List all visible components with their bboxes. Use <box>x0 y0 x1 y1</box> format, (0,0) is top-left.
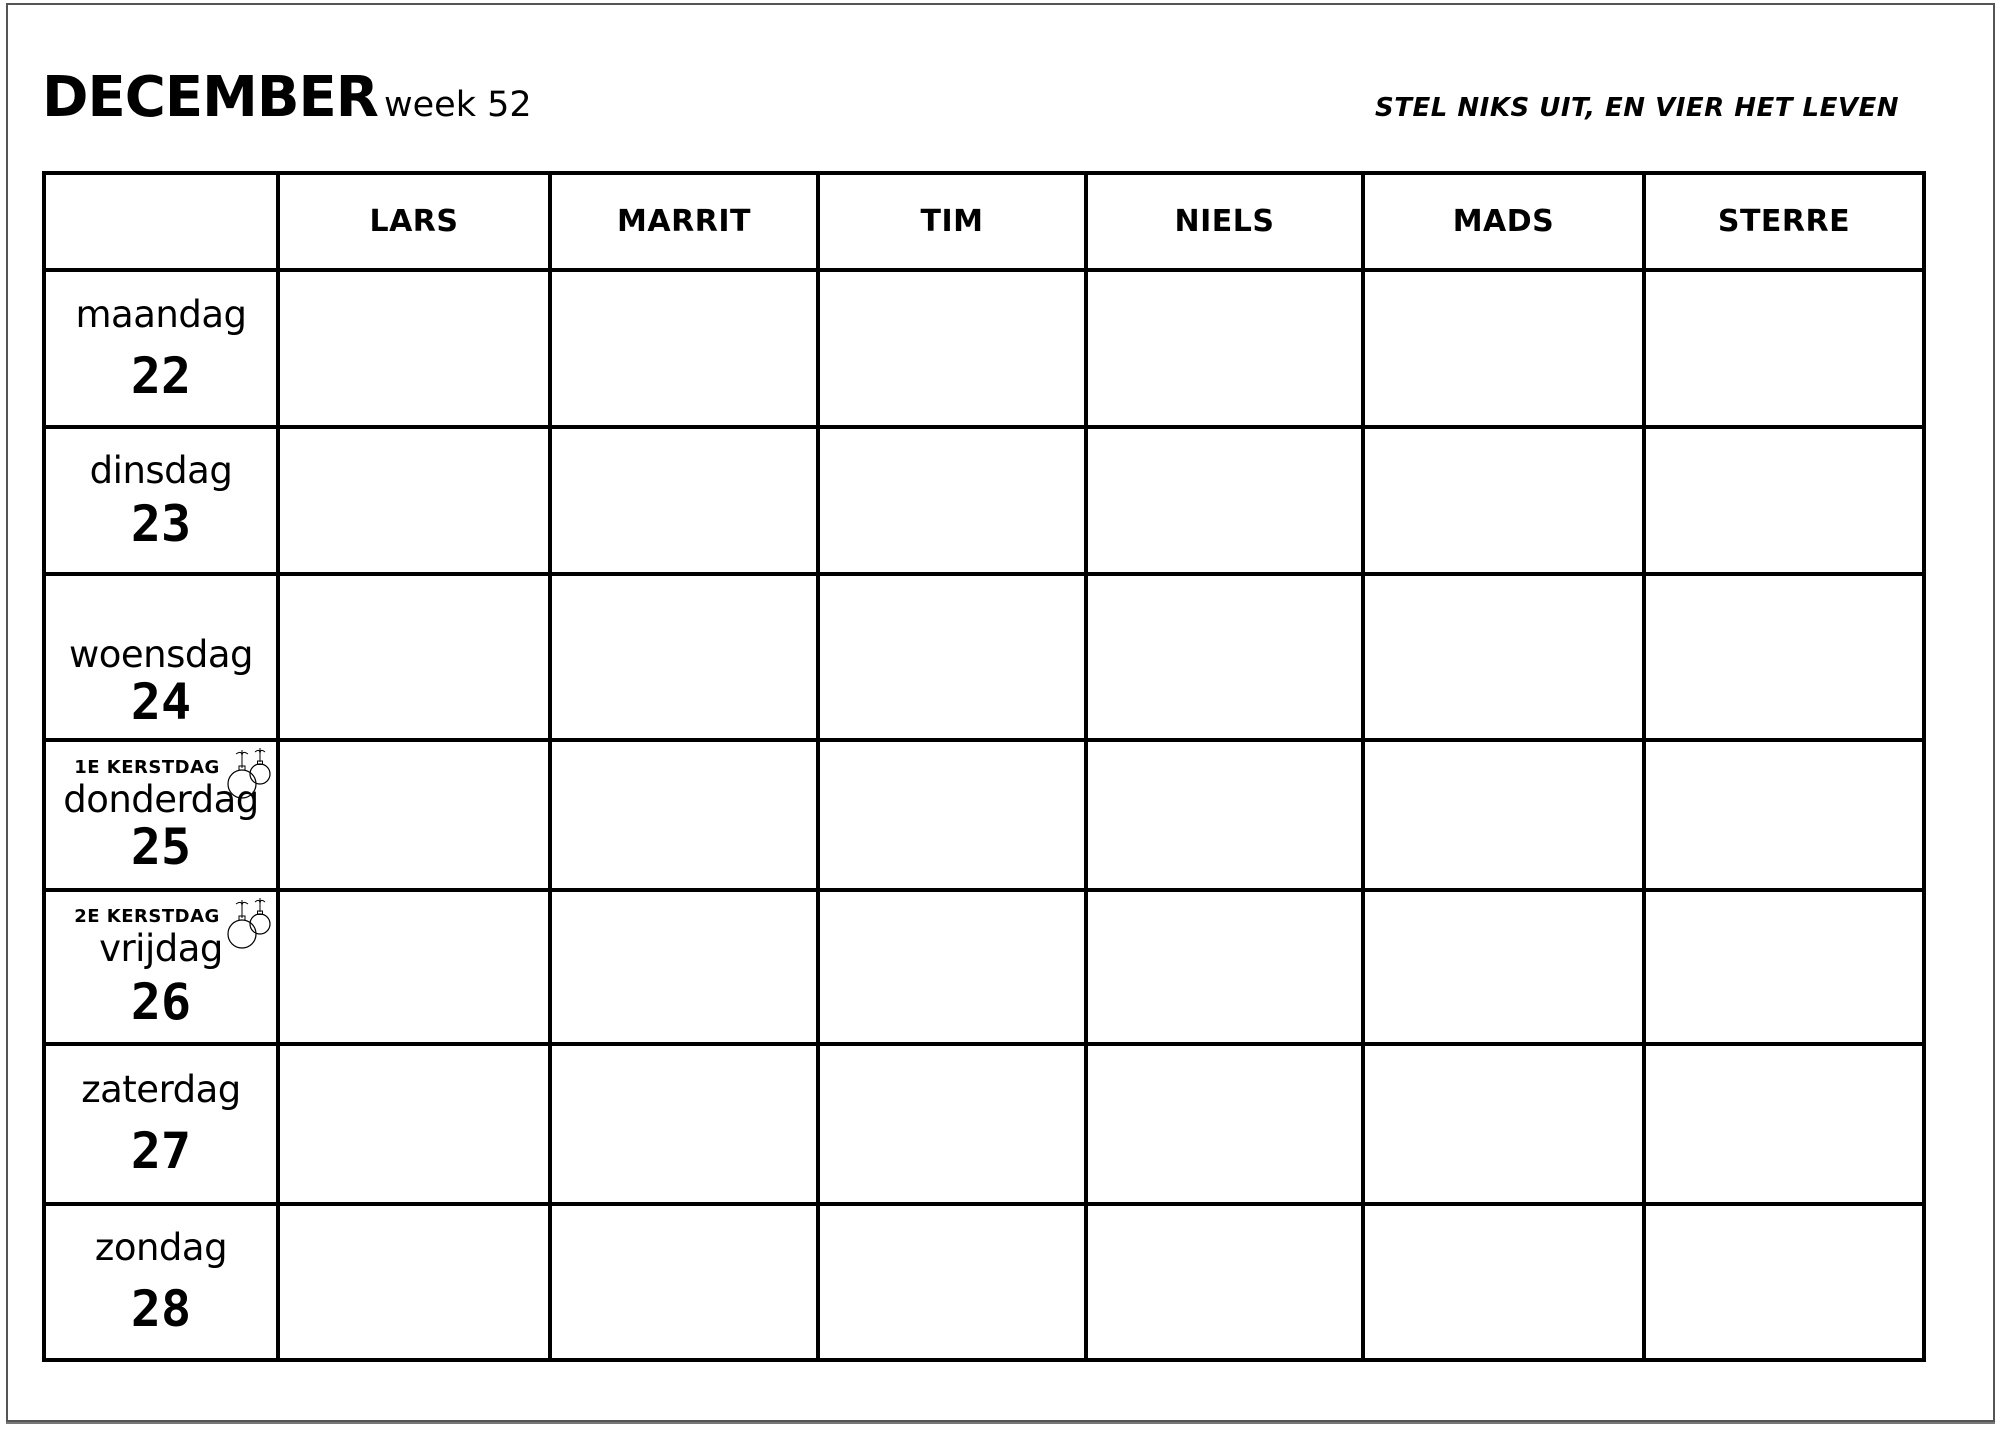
day-label-cell <box>44 270 278 427</box>
day-label-cell <box>44 1204 278 1360</box>
entry-cell[interactable] <box>1644 427 1924 574</box>
entry-cell[interactable] <box>550 1044 818 1204</box>
entry-cell[interactable] <box>550 890 818 1044</box>
entry-cell[interactable] <box>1644 574 1924 740</box>
day-row <box>44 427 1924 574</box>
entry-cell[interactable] <box>1644 890 1924 1044</box>
day-number: 23 <box>130 494 192 553</box>
entry-cell[interactable] <box>818 1204 1086 1360</box>
header-row <box>44 173 1924 270</box>
entry-cell[interactable] <box>278 270 550 427</box>
entry-cell[interactable] <box>1086 740 1363 890</box>
day-label-cell <box>44 1044 278 1204</box>
entry-cell[interactable] <box>1363 574 1644 740</box>
holiday-label: 1E KERSTDAG <box>74 756 220 778</box>
column-header-marrit: MARRIT <box>550 173 818 270</box>
day-number: 27 <box>130 1122 192 1181</box>
entry-cell[interactable] <box>1086 574 1363 740</box>
entry-cell[interactable] <box>550 740 818 890</box>
planner-grid <box>42 171 1926 1362</box>
day-label-cell <box>44 427 278 574</box>
entry-cell[interactable] <box>550 574 818 740</box>
day-row <box>44 1044 1924 1204</box>
entry-cell[interactable] <box>1086 1204 1363 1360</box>
entry-cell[interactable] <box>278 740 550 890</box>
column-header-sterre: STERRE <box>1644 173 1924 270</box>
day-number: 22 <box>130 346 192 405</box>
day-label-cell <box>44 890 278 1044</box>
entry-cell[interactable] <box>278 890 550 1044</box>
entry-cell[interactable] <box>278 574 550 740</box>
entry-cell[interactable] <box>1363 1204 1644 1360</box>
column-header-tim: TIM <box>818 173 1086 270</box>
entry-cell[interactable] <box>1086 890 1363 1044</box>
christmas-ornament-icon <box>222 748 274 808</box>
column-header-lars: LARS <box>278 173 550 270</box>
entry-cell[interactable] <box>818 427 1086 574</box>
day-name: zaterdag <box>81 1068 241 1112</box>
entry-cell[interactable] <box>1644 1044 1924 1204</box>
entry-cell[interactable] <box>1086 427 1363 574</box>
day-name: zondag <box>94 1226 228 1270</box>
day-number: 28 <box>130 1280 192 1339</box>
week-label: week 52 <box>384 85 532 125</box>
month-title: DECEMBER <box>42 65 378 130</box>
day-row <box>44 890 1924 1044</box>
entry-cell[interactable] <box>1363 1044 1644 1204</box>
entry-cell[interactable] <box>278 427 550 574</box>
day-label-cell <box>44 574 278 740</box>
entry-cell[interactable] <box>550 427 818 574</box>
entry-cell[interactable] <box>1644 740 1924 890</box>
day-name: maandag <box>75 292 247 336</box>
day-row <box>44 270 1924 427</box>
entry-cell[interactable] <box>1086 270 1363 427</box>
day-row <box>44 574 1924 740</box>
entry-cell[interactable] <box>1644 270 1924 427</box>
entry-cell[interactable] <box>1363 270 1644 427</box>
entry-cell[interactable] <box>818 1044 1086 1204</box>
entry-cell[interactable] <box>550 270 818 427</box>
entry-cell[interactable] <box>818 270 1086 427</box>
day-name: dinsdag <box>89 448 233 492</box>
column-header-niels: NIELS <box>1086 173 1363 270</box>
day-name: woensdag <box>68 632 254 676</box>
christmas-ornament-icon <box>222 898 274 958</box>
entry-cell[interactable] <box>1363 890 1644 1044</box>
day-number: 24 <box>130 672 192 731</box>
entry-cell[interactable] <box>278 1204 550 1360</box>
corner-cell <box>44 173 278 270</box>
day-name: vrijdag <box>99 926 223 970</box>
day-row <box>44 740 1924 890</box>
entry-cell[interactable] <box>818 574 1086 740</box>
entry-cell[interactable] <box>278 1044 550 1204</box>
entry-cell[interactable] <box>550 1204 818 1360</box>
day-label-cell <box>44 740 278 890</box>
holiday-label: 2E KERSTDAG <box>74 905 220 927</box>
entry-cell[interactable] <box>818 740 1086 890</box>
entry-cell[interactable] <box>1363 427 1644 574</box>
entry-cell[interactable] <box>1363 740 1644 890</box>
entry-cell[interactable] <box>1086 1044 1363 1204</box>
entry-cell[interactable] <box>1644 1204 1924 1360</box>
day-number: 25 <box>130 817 192 876</box>
day-name: donderdag <box>63 777 259 821</box>
column-header-mads: MADS <box>1363 173 1644 270</box>
tagline: STEL NIKS UIT, EN VIER HET LEVEN <box>1375 93 1899 123</box>
day-number: 26 <box>130 972 192 1031</box>
entry-cell[interactable] <box>818 890 1086 1044</box>
day-row <box>44 1204 1924 1360</box>
page-bottom-edge <box>6 1422 1995 1424</box>
